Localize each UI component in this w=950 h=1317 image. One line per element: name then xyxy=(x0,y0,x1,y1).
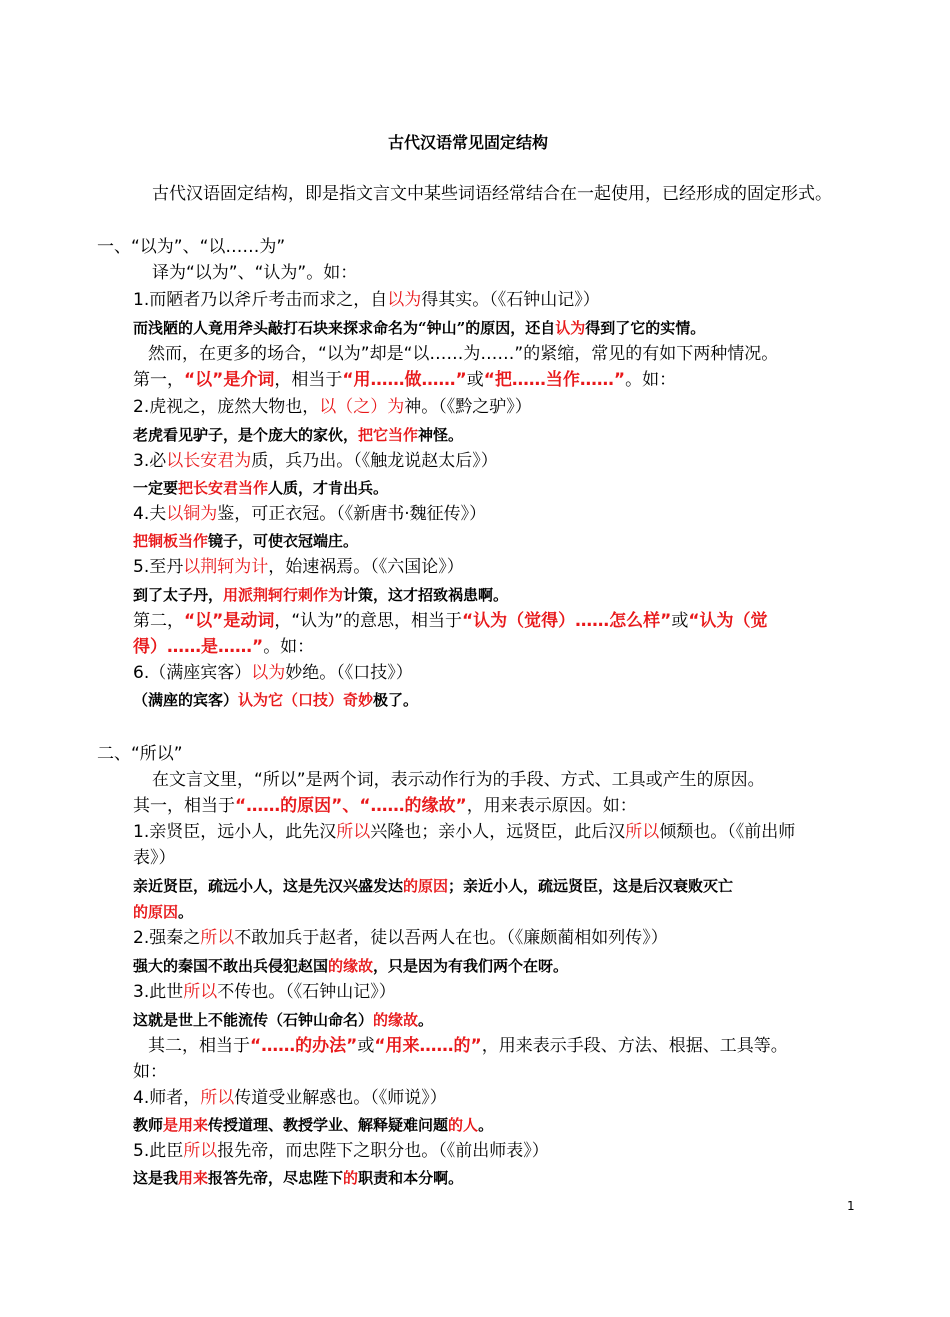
s2-translation-4: 教师是用来传授道理、教授学业、解释疑难问题的人。 xyxy=(133,1116,494,1134)
s2-first-case-line: 其一，相当于“……的原因”、“……的缘故”，用来表示原因。如： xyxy=(133,796,637,816)
page-title: 古代汉语常见固定结构 xyxy=(388,133,549,152)
section2-heading: 二、“所以” xyxy=(97,744,183,764)
s2-second-case-line: 其二，相当于“……的办法”或“用来……的”，用来表示手段、方法、根据、工具等。 xyxy=(148,1036,788,1056)
s2-translation-1: 亲近贤臣，疏远小人，这是先汉兴盛发达的原因；亲近小人，疏远贤臣，这是后汉衰败灭亡 xyxy=(133,877,734,895)
s2-translation-1-cont: 的原因。 xyxy=(133,903,194,921)
page-number: 1 xyxy=(847,1199,855,1213)
section2-note: 在文言文里，“所以”是两个词，表示动作行为的手段、方式、工具或产生的原因。 xyxy=(152,770,765,790)
translation-4: 把铜板当作镜子，可使衣冠端庄。 xyxy=(133,532,359,550)
s2-example-1-cont: 表》） xyxy=(133,848,176,868)
s2-example-5: 5.此臣所以报先帝，而忠陛下之职分也。（《前出师表》） xyxy=(133,1141,549,1161)
first-case-line: 第一，“以”是介词，相当于“用……做……”或“把……当作……”。如： xyxy=(133,370,677,390)
second-case-line-cont: 得）……是……”。如： xyxy=(133,637,315,657)
translation-1: 而浅陋的人竟用斧头敲打石块来探求命名为“钟山”的原因，还自认为得到了它的实情。 xyxy=(133,319,706,337)
intro-paragraph: 古代汉语固定结构，即是指文言文中某些词语经常结合在一起使用，已经形成的固定形式。 xyxy=(152,184,832,204)
s2-second-case-line-cont: 如： xyxy=(133,1062,167,1082)
example-2: 2.虎视之，庞然大物也，以（之）为神。（《黔之驴》） xyxy=(133,397,532,417)
section1-but-paragraph: 然而，在更多的场合，“以为”却是“以……为……”的紧缩，常见的有如下两种情况。 xyxy=(148,344,779,364)
second-case-line: 第二，“以”是动词，“认为”的意思，相当于“认为（觉得）……怎么样”或“认为（觉 xyxy=(133,611,768,631)
s2-translation-5: 这是我用来报答先帝，尽忠陛下的职责和本分啊。 xyxy=(133,1169,464,1187)
translation-5: 到了太子丹，用派荆轲行刺作为计策，这才招致祸患啊。 xyxy=(133,586,509,604)
example-3: 3.必以长安君为质，兵乃出。（《触龙说赵太后》） xyxy=(133,451,498,471)
example-5: 5.至丹以荆轲为计，始速祸焉。（《六国论》） xyxy=(133,557,464,577)
s2-translation-3: 这就是世上不能流传（石钟山命名）的缘故。 xyxy=(133,1011,434,1029)
s2-example-1: 1.亲贤臣，远小人，此先汉所以兴隆也；亲小人，远贤臣，此后汉所以倾颓也。（《前出师 xyxy=(133,822,796,842)
s2-example-2: 2.强秦之所以不敢加兵于赵者，徒以吾两人在也。（《廉颇蔺相如列传》） xyxy=(133,928,668,948)
translation-6: （满座的宾客）认为它（口技）奇妙极了。 xyxy=(133,691,419,709)
example-1: 1.而陋者乃以斧斤考击而求之，自以为得其实。（《石钟山记》） xyxy=(133,290,600,310)
translation-2: 老虎看见驴子，是个庞大的家伙，把它当作神怪。 xyxy=(133,426,464,444)
s2-example-4: 4.师者，所以传道受业解惑也。（《师说》） xyxy=(133,1088,447,1108)
example-6: 6.（满座宾客）以为妙绝。（《口技》） xyxy=(133,663,413,683)
translation-3: 一定要把长安君当作人质，才肯出兵。 xyxy=(133,479,389,497)
s2-translation-2: 强大的秦国不敢出兵侵犯赵国的缘故，只是因为有我们两个在呀。 xyxy=(133,957,569,975)
section1-note: 译为“以为”、“认为”。如： xyxy=(152,263,358,283)
section1-heading: 一、“以为”、“以……为” xyxy=(97,237,286,257)
s2-example-3: 3.此世所以不传也。（《石钟山记》） xyxy=(133,982,396,1002)
example-4: 4.夫以铜为鉴，可正衣冠。（《新唐书·魏征传》） xyxy=(133,504,487,524)
